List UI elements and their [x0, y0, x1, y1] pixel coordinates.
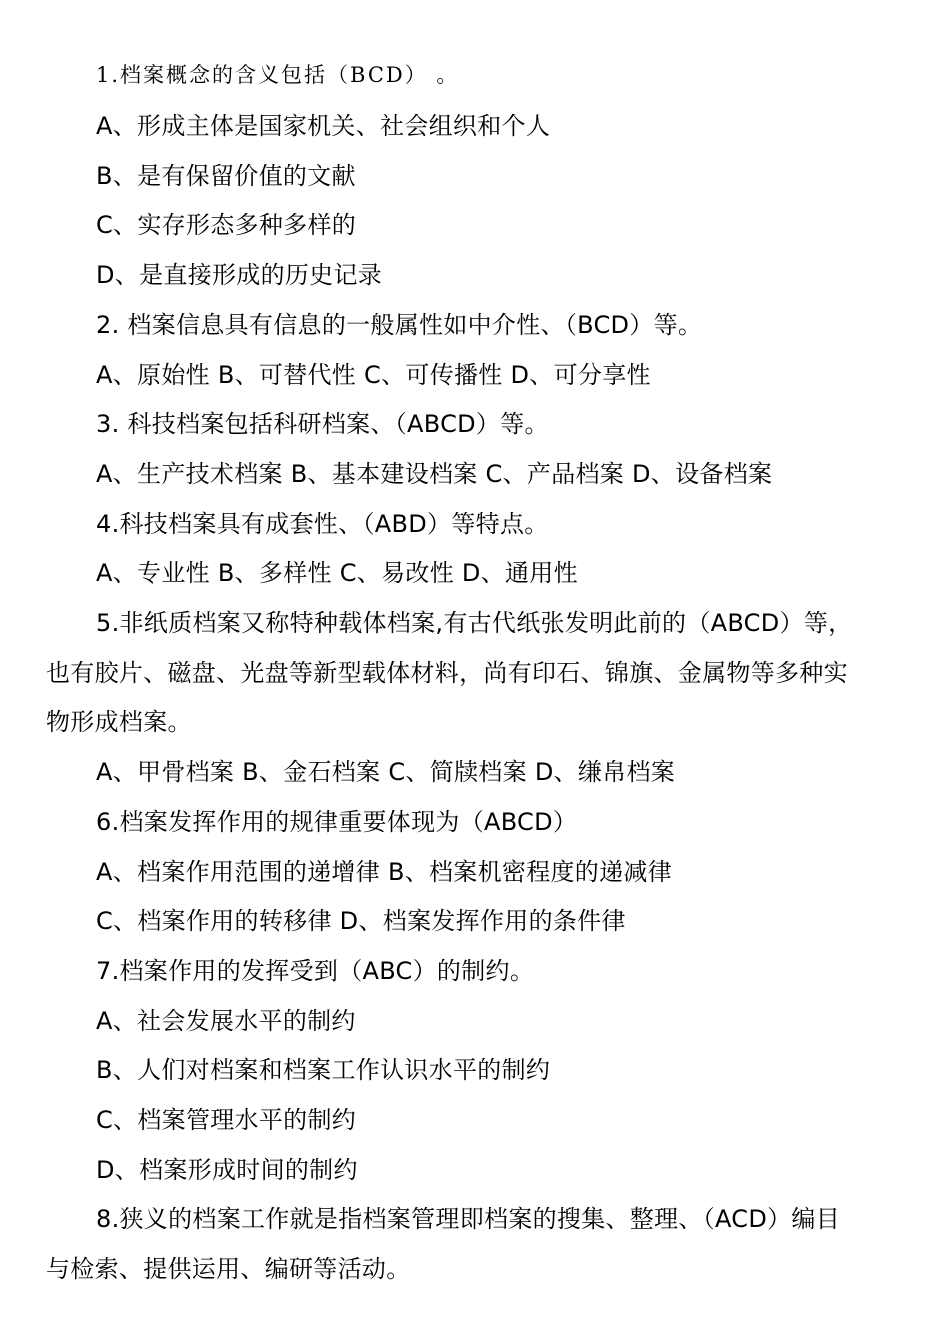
question-7-option-a: A、社会发展水平的制约 [96, 1007, 356, 1035]
question-5-stem-continued: 物形成档案。 [46, 708, 192, 736]
question-7-option-c: C、档案管理水平的制约 [96, 1106, 357, 1134]
question-1-stem: 1.档案概念的含义包括（BCD） 。 [96, 63, 460, 87]
question-2-stem: 2. 档案信息具有信息的一般属性如中介性、（BCD）等。 [96, 311, 703, 339]
question-7-option-d: D、档案形成时间的制约 [96, 1156, 358, 1184]
question-7-stem: 7.档案作用的发挥受到（ABC）的制约。 [96, 957, 535, 985]
question-6-options-cd: C、档案作用的转移律 D、档案发挥作用的条件律 [96, 907, 626, 935]
question-4-options: A、专业性 B、多样性 C、易改性 D、通用性 [96, 559, 578, 587]
question-6-options-ab: A、档案作用范围的递增律 B、档案机密程度的递减律 [96, 858, 673, 886]
question-1-option-b: B、是有保留价值的文献 [96, 162, 356, 190]
question-5-stem-continued: 也有胶片、磁盘、光盘等新型载体材料，尚有印石、锦旗、金属物等多种实 [46, 659, 848, 687]
question-3-options: A、生产技术档案 B、基本建设档案 C、产品档案 D、设备档案 [96, 460, 773, 488]
question-8-stem: 8.狭义的档案工作就是指档案管理即档案的搜集、整理、（ACD）编目 [96, 1205, 841, 1233]
question-7-option-b: B、人们对档案和档案工作认识水平的制约 [96, 1056, 551, 1084]
question-5-options: A、甲骨档案 B、金石档案 C、简牍档案 D、缣帛档案 [96, 758, 676, 786]
question-1-option-d: D、是直接形成的历史记录 [96, 261, 383, 289]
question-1-option-a: A、形成主体是国家机关、社会组织和个人 [96, 112, 551, 140]
question-3-stem: 3. 科技档案包括科研档案、（ABCD）等。 [96, 410, 549, 438]
question-8-stem-continued: 与检索、提供运用、编研等活动。 [46, 1255, 411, 1283]
question-1-option-c: C、实存形态多种多样的 [96, 211, 357, 239]
question-2-options: A、原始性 B、可替代性 C、可传播性 D、可分享性 [96, 361, 651, 389]
question-6-stem: 6.档案发挥作用的规律重要体现为（ABCD） [96, 808, 578, 836]
question-5-stem: 5.非纸质档案又称特种载体档案,有古代纸张发明此前的（ABCD）等， [96, 609, 853, 637]
question-4-stem: 4.科技档案具有成套性、（ABD）等特点。 [96, 510, 549, 538]
